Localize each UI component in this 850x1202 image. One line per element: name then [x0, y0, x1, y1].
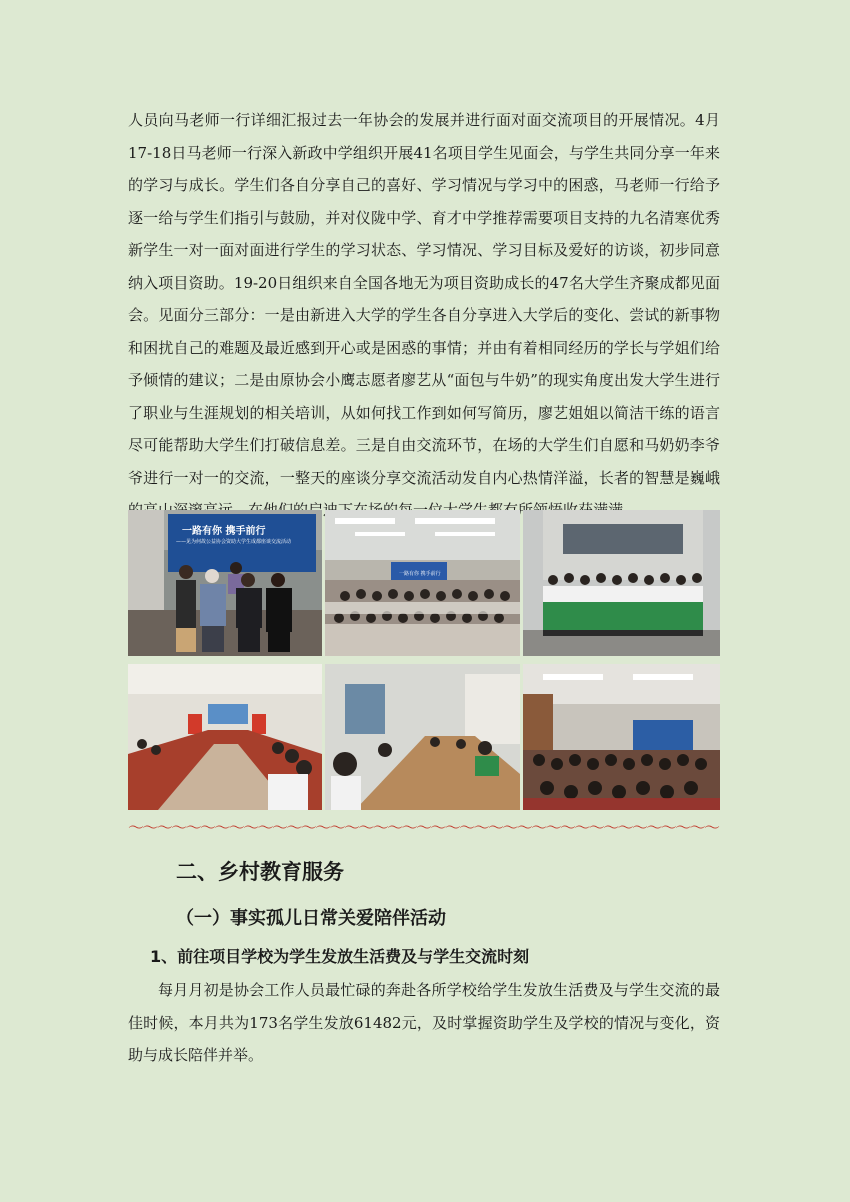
photo-elders-banner — [128, 510, 322, 656]
photo-students-outdoor — [523, 510, 720, 656]
photo-collage — [128, 510, 720, 810]
body-paragraph: 人员向马老师一行详细汇报过去一年协会的发展并进行面对面交流项目的开展情况。4月17-18日马老师一行深入新政中学组织开展41名项目学生见面会，与学生共同分享一年来的学习与成长。学生们各自分享自己的喜好、学习情况与学习中的困惑，马老师一行给予逐一给与学生们指引与鼓励，并对仪陇中学、育才中学推荐需要项目支持的九名清寒优秀新学生一对一面对面进行学生的学习状态、学习情况、学习目标及爱好的访谈，初步同意纳入项目资助。19-20日组织来自全国各地无为项目资助成长的47名大学生齐聚成都见面会。见面分三部分：一是由新进入大学的学生各自分享进入大学后的变化、尝试的新事物和困扰自己的难题及最近感到开心或是困惑的事情；并由有着相同经历的学长与学姐们给予倾情的建议；二是由原协会小鹰志愿者廖艺从“面包与牛奶”的现实角度出发大学生进行了职业与生涯规划的相关培训，从如何找工作到如何写简历，廖艺姐姐以简洁干练的语言尽可能帮助大学生们打破信息差。三是自由交流环节，在场的大学生们自愿和马奶奶李爷爷进行一对一的交流，一整天的座谈分享交流活动发自内心热情洋溢，长者的智慧是巍峨 启迪 — [128, 111, 720, 519]
decorative-divider: 〜〜〜〜〜〜〜〜〜〜〜〜〜〜〜〜〜〜〜〜〜〜〜〜〜〜〜〜〜〜〜〜〜〜〜〜〜〜〜〜〜 — [128, 820, 719, 836]
photo-conference-table — [325, 664, 520, 810]
body-paragraph-2: 每月月初是协会工作人员最忙碌的奔赴各所学校给学生发放生活费及与学生交流的最佳时候，本月共为173名学生发放61482元，及时掌握资助学生及学校的情况与变化，资助与成长陪伴并举。 — [128, 981, 720, 1064]
banner-small-text: 一路有你 携手前行 — [399, 571, 441, 577]
banner-title: 一路有你 携手前行 — [182, 526, 266, 537]
section-heading: 二、乡村教育服务 — [176, 860, 344, 884]
item-heading: 1、前往项目学校为学生发放生活费及与学生交流时刻 — [150, 947, 530, 966]
photo-audience-screen — [523, 664, 720, 810]
banner-subtitle: ——见为何故公益协会资助大学生成都座谈交流活动 — [176, 539, 292, 545]
photo-meeting-room — [128, 664, 322, 810]
photo-group-auditorium — [325, 510, 520, 656]
subsection-heading: （一）事实孤儿日常关爱陪伴活动 — [176, 908, 446, 929]
